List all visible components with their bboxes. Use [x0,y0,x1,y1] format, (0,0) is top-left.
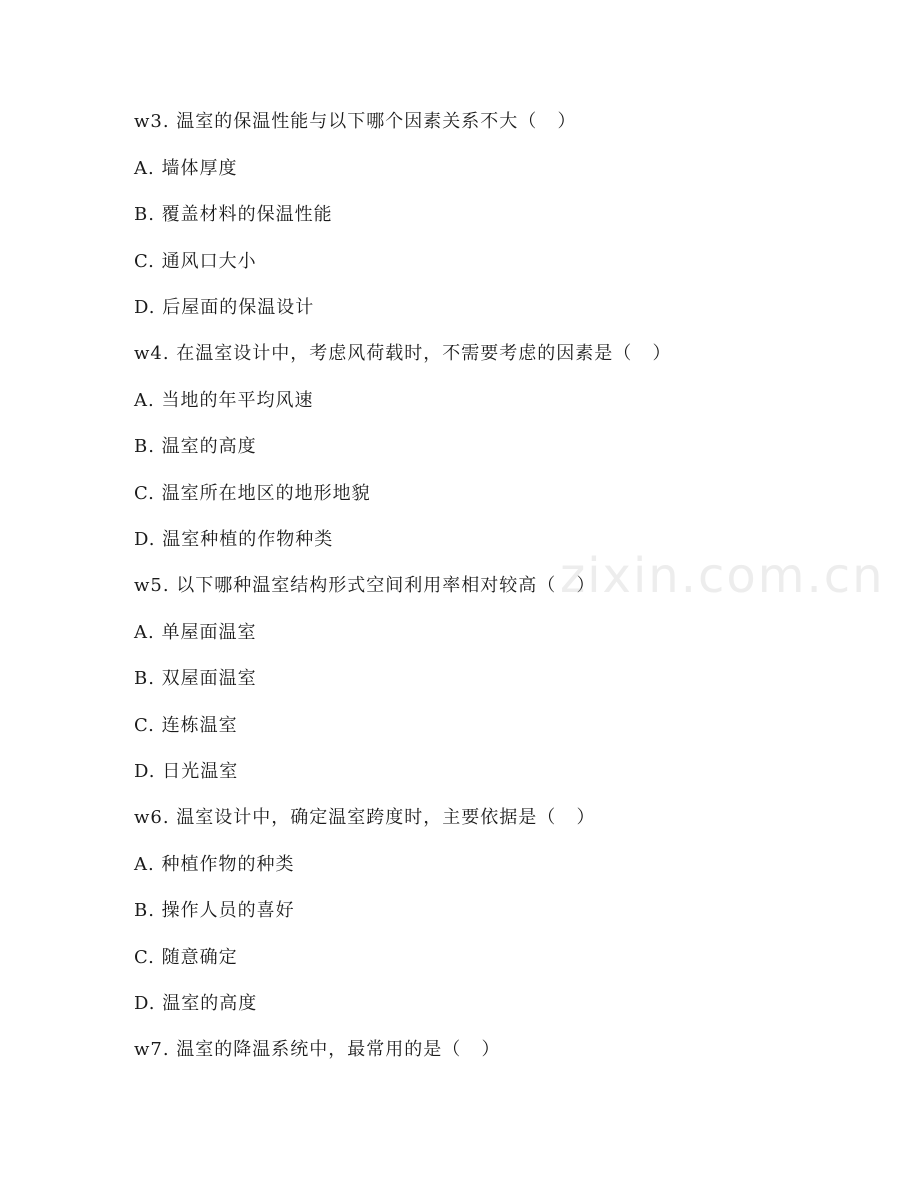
question-w4: w4. 在温室设计中，考虑风荷载时，不需要考虑的因素是（ ） [134,343,672,364]
option-c: C. 随意确定 [134,947,238,968]
option-b: B. 覆盖材料的保温性能 [134,204,333,225]
option-d: D. 日光温室 [134,761,239,782]
option-a: A. 单屋面温室 [134,622,257,643]
watermark: zixin.com.cn [560,548,885,604]
question-w3: w3. 温室的保温性能与以下哪个因素关系不大（ ） [134,111,577,132]
option-b: B. 双屋面温室 [134,668,257,689]
option-a: A. 墙体厚度 [134,158,238,179]
question-w7: w7. 温室的降温系统中，最常用的是（ ） [134,1039,501,1060]
question-w5: w5. 以下哪种温室结构形式空间利用率相对较高（ ） [134,575,596,596]
option-d: D. 温室种植的作物种类 [134,529,334,550]
option-a: A. 当地的年平均风速 [134,390,314,411]
question-w6: w6. 温室设计中，确定温室跨度时，主要依据是（ ） [134,807,596,828]
option-c: C. 连栋温室 [134,715,238,736]
option-d: D. 温室的高度 [134,993,258,1014]
option-b: B. 操作人员的喜好 [134,900,295,921]
option-c: C. 通风口大小 [134,251,257,272]
option-d: D. 后屋面的保温设计 [134,297,315,318]
option-c: C. 温室所在地区的地形地貌 [134,483,371,504]
option-b: B. 温室的高度 [134,436,257,457]
option-a: A. 种植作物的种类 [134,854,295,875]
